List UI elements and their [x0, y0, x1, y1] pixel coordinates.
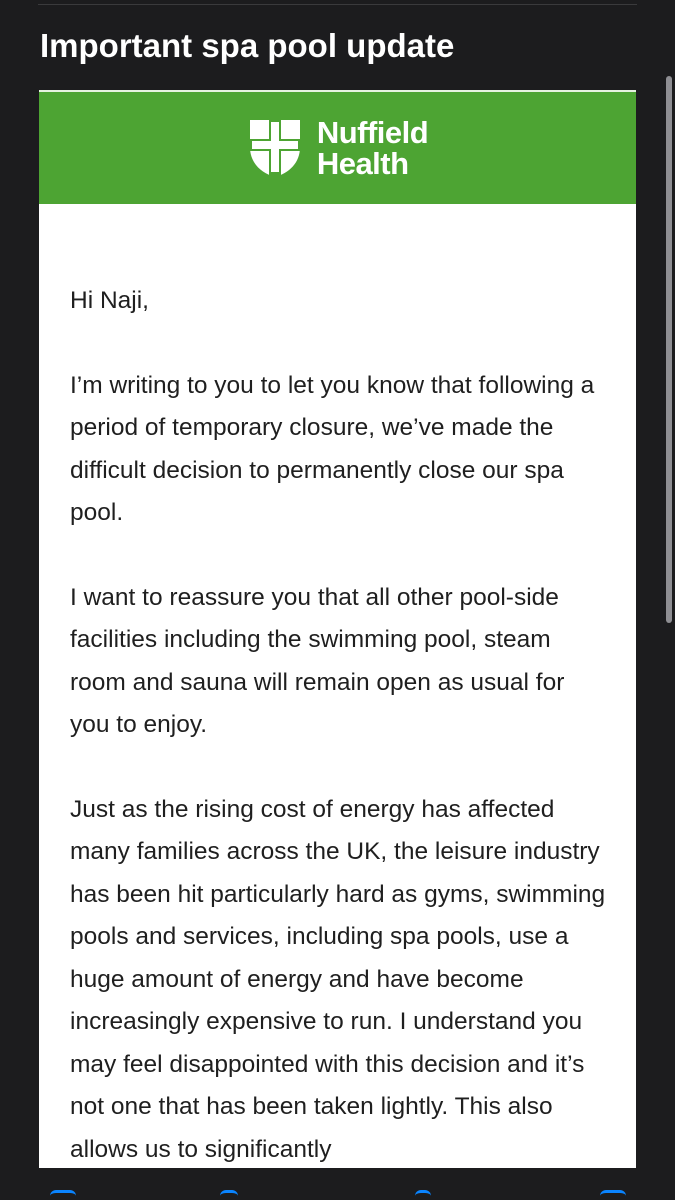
email-body-card: [39, 90, 636, 1180]
brand-wordmark: [317, 117, 428, 179]
archive-icon[interactable]: [50, 1190, 76, 1200]
email-paragraph: Just as the rising cost of energy has affected many families across the UK, the leisure industry has been hit particularly hard as gyms, swimming pools and services, including spa pools, use a huge amount of energy and have become increasingly expensive to run. I understand you may feel disappointed with this decision and it’s not one that has been taken lightly. This also allows us to significantly: [70, 795, 606, 1163]
email-paragraph: I’m writing to you to let you know that following a period of temporary closure, we’ve made the difficult decision to permanently close our spa pool.: [70, 371, 595, 526]
email-subject: Important spa pool update: [40, 27, 455, 64]
brand-line-2: Health: [316, 146, 409, 181]
email-greeting: Hi Naji,: [70, 287, 149, 314]
nuffield-health-logo[interactable]: [247, 117, 428, 179]
bottom-toolbar: [0, 1168, 675, 1200]
header-divider: [38, 4, 637, 5]
email-paragraph: I want to reassure you that all other pool-side facilities including the swimming pool, steam room and sauna will remain open as usual for you to enjoy.: [70, 583, 565, 738]
folder-icon[interactable]: [415, 1190, 431, 1200]
brand-line-1: Nuffield: [316, 115, 429, 150]
shield-cross-icon: [247, 117, 303, 179]
scrollbar-thumb[interactable]: [666, 76, 672, 623]
email-text: [39, 204, 636, 1171]
brand-banner: [39, 90, 636, 204]
flag-icon[interactable]: [220, 1190, 238, 1200]
compose-icon[interactable]: [600, 1190, 626, 1200]
